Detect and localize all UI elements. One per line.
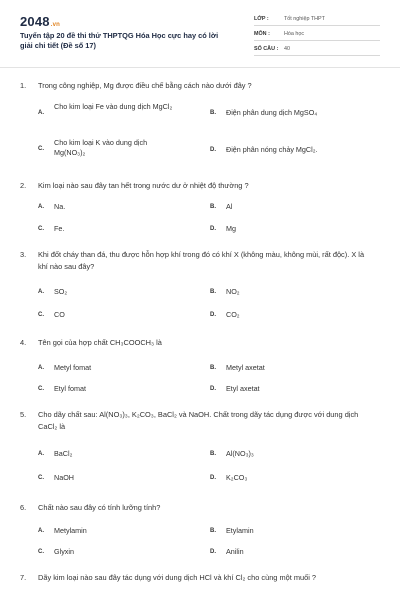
option-text: Etyl fomat: [54, 384, 86, 393]
option-text: Glyxin: [54, 547, 74, 556]
question-body: Trong công nghiệp, Mg được điều chế bằng cách nào dưới đây ?: [38, 81, 252, 90]
question-body: Dãy kim loại nào sau đây tác dụng với dung dịch HCl và khí Cl₂ cho cùng một muối ?: [38, 573, 317, 582]
question-text: [20, 572, 370, 584]
option-text: Al: [226, 202, 233, 211]
option-text: Metylamin: [54, 526, 87, 535]
option-text: NaOH: [54, 473, 74, 482]
option-label: C.: [38, 549, 44, 555]
meta-value: Tốt nghiệp THPT: [284, 16, 325, 22]
option-label: C.: [38, 146, 44, 152]
option-text: Điện phân dung dịch MgSO₄: [226, 108, 318, 117]
question-body: Cho dãy chất sau: Al(NO₃)₃, K₂CO₃, BaCl₂ và NaOH. Chất trong dãy tác dụng được với dung dịch CaCl₂ là: [38, 410, 359, 431]
logo-suffix: .vn: [50, 22, 61, 28]
option-d[interactable]: [210, 224, 380, 234]
question-body: Kim loại nào sau đây tan hết trong nước dư ở nhiệt độ thường ?: [38, 181, 249, 190]
option-label: D.: [210, 475, 216, 481]
option-c[interactable]: [38, 384, 188, 394]
option-c[interactable]: [38, 224, 188, 234]
option-a[interactable]: [38, 102, 178, 116]
option-label: B.: [210, 365, 216, 371]
option-text: Anilin: [226, 547, 244, 556]
meta-label: LỚP :: [254, 16, 269, 22]
option-d[interactable]: [210, 310, 380, 320]
option-label: D.: [210, 312, 216, 318]
option-label: C.: [38, 226, 44, 232]
meta-row-count: [254, 43, 380, 56]
question-number: 4.: [20, 338, 27, 347]
option-text: Etyl axetat: [226, 384, 260, 393]
question-text: [20, 180, 370, 192]
option-label: A.: [38, 365, 44, 371]
option-label: B.: [210, 110, 216, 116]
option-a[interactable]: [38, 287, 188, 297]
option-c[interactable]: [38, 547, 188, 557]
option-text: CO: [54, 310, 65, 319]
option-b[interactable]: [210, 287, 380, 297]
option-text: NO₂: [226, 287, 240, 296]
option-d[interactable]: [210, 384, 380, 394]
option-b[interactable]: [210, 449, 380, 459]
option-text: Mg: [226, 224, 236, 233]
option-text: Fe.: [54, 224, 65, 233]
option-label: D.: [210, 226, 216, 232]
question-text: [20, 249, 370, 273]
option-label: B.: [210, 528, 216, 534]
option-text: Etylamin: [226, 526, 254, 535]
option-text: Điện phân nóng chảy MgCl₂.: [226, 145, 318, 154]
question-number: 7.: [20, 573, 27, 582]
option-a[interactable]: [38, 202, 188, 212]
option-label: A.: [38, 451, 44, 457]
option-label: A.: [38, 528, 44, 534]
option-text: Al(NO₃)₃: [226, 449, 254, 458]
logo-text: 2048: [20, 14, 50, 29]
question-body: Khi đốt cháy than đá, thu được hỗn hợp khí trong đó có khí X (không màu, không mùi, rất độc). X là khí nào sau đây?: [38, 250, 365, 271]
option-text: Cho kim loại K vào dung dịch Mg(NO₃)₂: [54, 138, 148, 157]
question-body: Chất nào sau đây có tính lưỡng tính?: [38, 503, 161, 512]
option-label: C.: [38, 386, 44, 392]
option-text: Metyl fomat: [54, 363, 92, 372]
option-c[interactable]: [38, 310, 188, 320]
option-a[interactable]: [38, 363, 188, 373]
option-c[interactable]: [38, 138, 178, 158]
option-a[interactable]: [38, 449, 188, 459]
option-text: Na.: [54, 202, 66, 211]
option-label: A.: [38, 289, 44, 295]
option-label: B.: [210, 204, 216, 210]
option-label: A.: [38, 204, 44, 210]
meta-row-grade: [254, 13, 380, 26]
document-title: Tuyển tập 20 đề thi thử THPTQG Hóa Học cực hay có lời giải chi tiết (Đề số 17): [20, 31, 219, 50]
site-logo[interactable]: [20, 14, 60, 29]
option-label: D.: [210, 147, 216, 153]
option-d[interactable]: [210, 547, 380, 557]
option-text: SO₂: [54, 287, 68, 296]
question-text: [20, 502, 370, 514]
question-body: Tên gọi của hợp chất CH₃COOCH₃ là: [38, 338, 162, 347]
option-b[interactable]: [210, 363, 380, 373]
option-label: B.: [210, 451, 216, 457]
option-label: C.: [38, 312, 44, 318]
header-divider: [0, 67, 400, 68]
question-number: 6.: [20, 503, 27, 512]
option-a[interactable]: [38, 526, 188, 536]
meta-value: Hóa học: [284, 31, 305, 37]
document-header: [0, 0, 400, 64]
option-c[interactable]: [38, 473, 188, 483]
option-label: A.: [38, 110, 44, 116]
option-b[interactable]: [210, 526, 380, 536]
meta-label: SỐ CÂU :: [254, 46, 279, 52]
option-b[interactable]: [210, 108, 380, 118]
option-d[interactable]: [210, 473, 380, 483]
question-number: 3.: [20, 250, 27, 259]
meta-row-subject: [254, 28, 380, 41]
meta-label: MÔN :: [254, 31, 270, 37]
question-text: [20, 80, 370, 92]
option-text: BaCl₂: [54, 449, 73, 458]
option-label: D.: [210, 386, 216, 392]
option-label: B.: [210, 289, 216, 295]
question-text: [20, 409, 370, 433]
question-number: 2.: [20, 181, 27, 190]
question-number: 5.: [20, 410, 27, 419]
meta-value: 40: [284, 46, 290, 52]
option-b[interactable]: [210, 202, 380, 212]
option-d[interactable]: [210, 145, 380, 155]
option-label: C.: [38, 475, 44, 481]
option-text: CO₂: [226, 310, 240, 319]
option-text: Cho kim loại Fe vào dung dịch MgCl₂: [54, 102, 173, 111]
option-label: D.: [210, 549, 216, 555]
option-text: Metyl axetat: [226, 363, 265, 372]
option-text: K₂CO₃: [226, 473, 248, 482]
question-text: [20, 337, 370, 349]
question-number: 1.: [20, 81, 27, 90]
